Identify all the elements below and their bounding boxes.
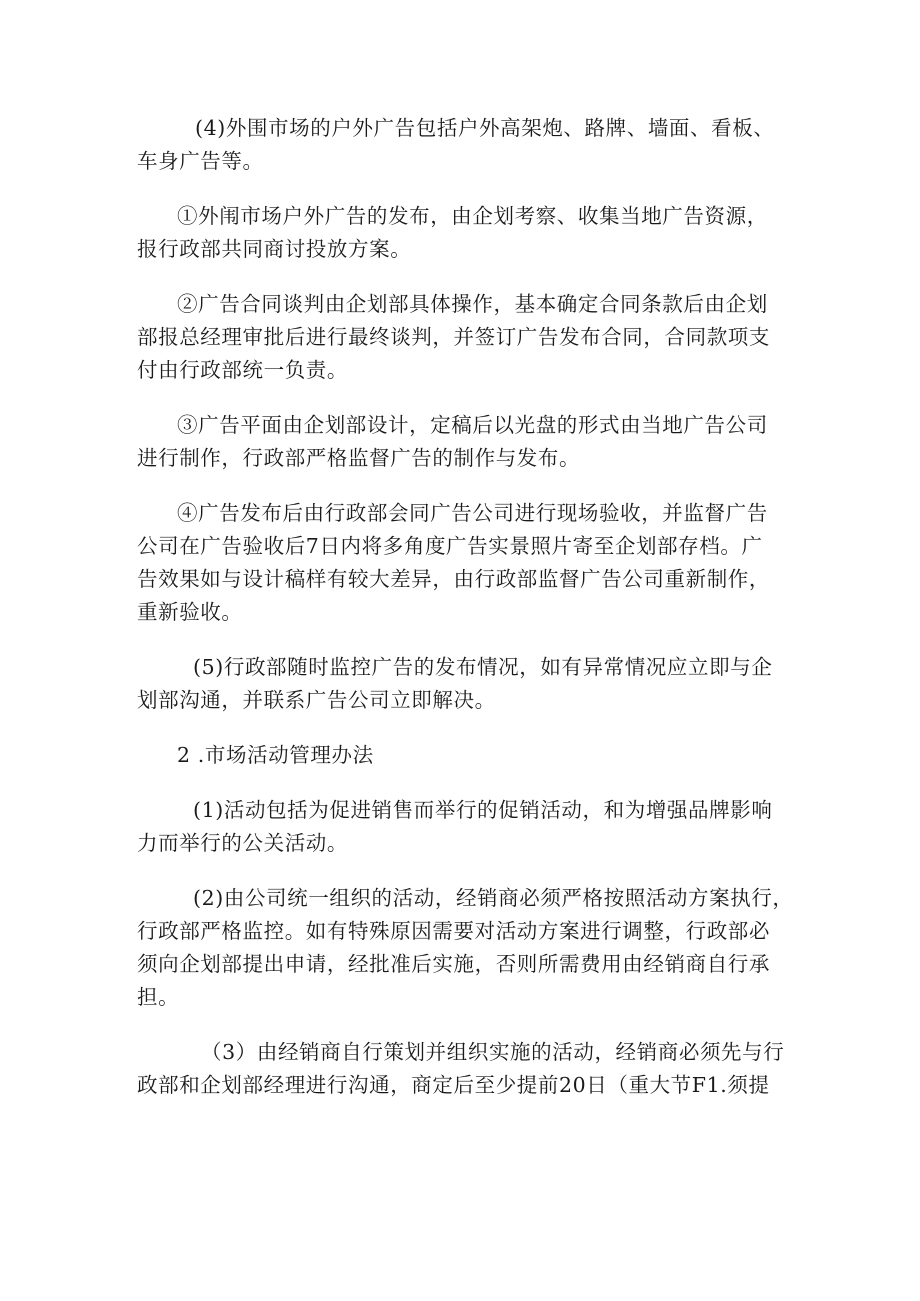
text-line: 行政部严格监控。如有特殊原因需要对活动方案进行调整，行政部必 bbox=[137, 919, 770, 943]
paragraph-activity-3 bbox=[137, 1036, 787, 1102]
document-body bbox=[137, 112, 794, 1124]
text-line: ③广告平面由企划部设计，定稿后以光盘的形式由当地广告公司 bbox=[177, 413, 768, 437]
text-line: 车身广告等。 bbox=[137, 149, 264, 173]
text-line: ①外闱市场户外广告的发布，由企划考察、收集当地广告资源， bbox=[177, 204, 768, 228]
text-line: 报行政部共同商讨投放方案。 bbox=[137, 237, 412, 261]
text-line: 政部和企划部经理进行沟通，商定后至少提前20日（重大节F1.须提 bbox=[137, 1073, 770, 1097]
text-line: （3）由经销商自行策划并组织实施的活动，经销商必须先与行 bbox=[201, 1040, 785, 1064]
paragraph-5-monitoring bbox=[137, 651, 787, 717]
text-line: 力而举行的公关活动。 bbox=[137, 831, 348, 855]
text-line: 重新验收。 bbox=[137, 600, 243, 624]
text-line: (4)外围市场的户外广告包括户外高架炮、路牌、墙面、看板、 bbox=[195, 116, 775, 140]
text-line: ②广告合同谈判由企划部具体操作，基本确定合同条款后由企划 bbox=[177, 292, 768, 316]
paragraph-activity-2 bbox=[137, 882, 794, 1014]
section-heading: 2 .市场活动管理办法 bbox=[177, 743, 374, 767]
paragraph-4-outdoor-ads bbox=[137, 112, 787, 178]
paragraph-item-1 bbox=[137, 200, 787, 266]
text-line: (1)活动包括为促进销售而举行的促销活动，和为增强品牌影响 bbox=[193, 798, 773, 822]
paragraph-item-3 bbox=[137, 409, 787, 475]
text-line: 部报总经理审批后进行最终谈判，并签订广告发布合同，合同款项支 bbox=[137, 325, 770, 349]
text-line: 须向企划部提出申请，经批准后实施，否则所需费用由经销商自行承 bbox=[137, 952, 770, 976]
paragraph-activity-1 bbox=[137, 794, 787, 860]
section-heading-market-activities bbox=[137, 739, 787, 772]
text-line: 划部沟通，并联系广告公司立即解决。 bbox=[137, 688, 496, 712]
paragraph-item-4 bbox=[137, 497, 787, 629]
paragraph-item-2 bbox=[137, 288, 787, 387]
text-line: 担。 bbox=[137, 985, 180, 1009]
text-line: 付由行政部统一负责。 bbox=[137, 358, 348, 382]
text-line: 进行制作，行政部严格监督广告的制作与发布。 bbox=[137, 446, 581, 470]
text-line: ④广告发布后由行政部会同广告公司进行现场验收，并监督广告 bbox=[177, 501, 768, 525]
text-line: 公司在广告验收后7日内将多角度广告实景照片寄至企划部存档。广 bbox=[137, 534, 763, 558]
text-line: (2)由公司统一组织的活动，经销商必须严格按照活动方案执行， bbox=[193, 886, 794, 910]
text-line: 告效果如与设计稿样有较大差异，由行政部监督广告公司重新制作， bbox=[137, 567, 770, 591]
text-line: (5)行政部随时监控广告的发布情况，如有异常情况应立即与企 bbox=[193, 655, 773, 679]
